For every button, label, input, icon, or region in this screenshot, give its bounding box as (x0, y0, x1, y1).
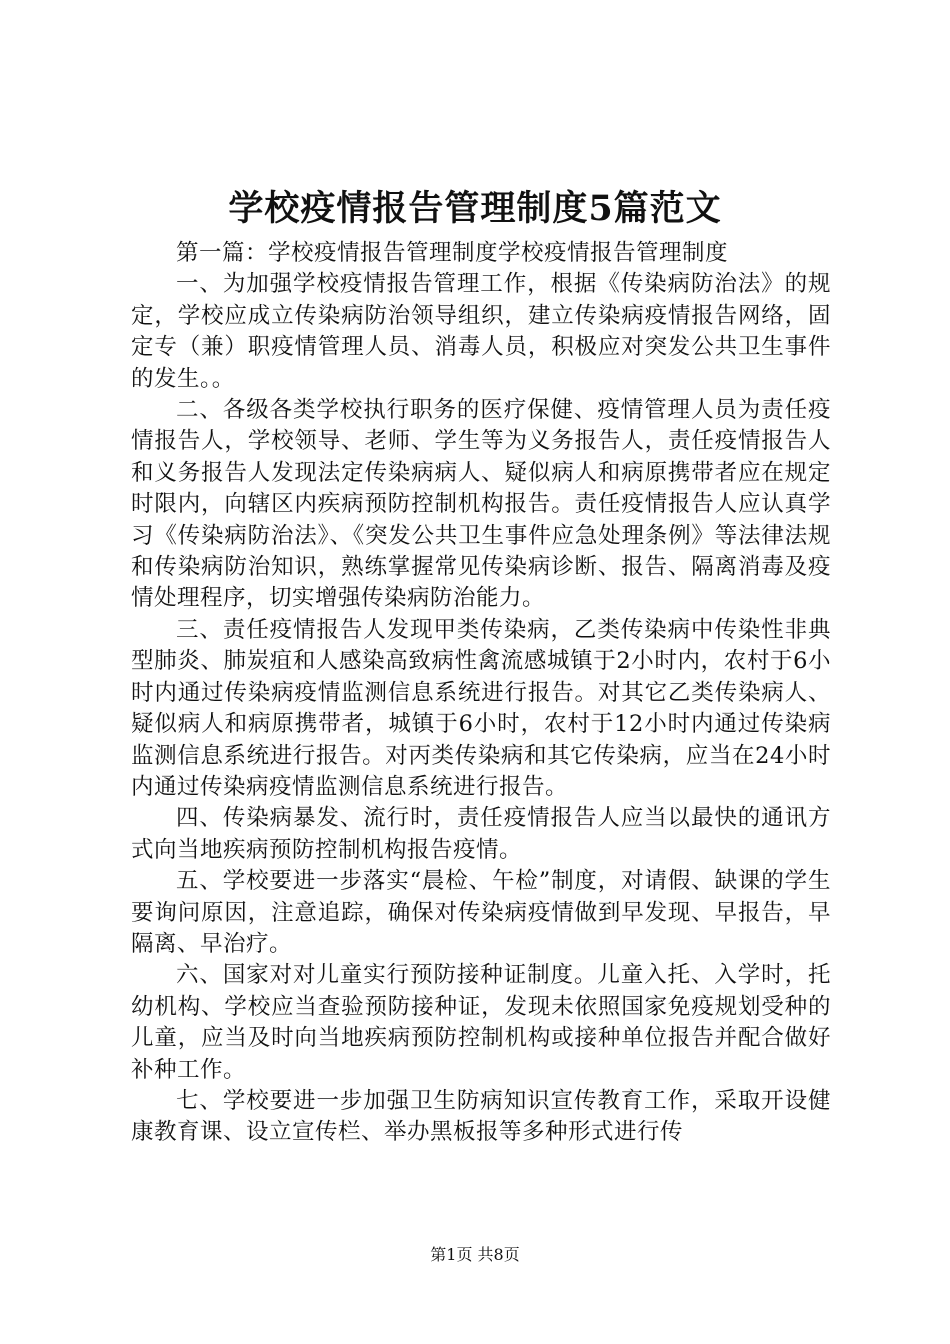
paragraph-6: 六、国家对对儿童实行预防接种证制度。儿童入托、入学时，托幼机构、学校应当查验预防接种证，发现未依照国家免疫规划受种的儿童，应当及时向当地疾病预防控制机构或接种单位报告并配合做好补种工作。 (131, 962, 831, 1083)
document-body (131, 238, 831, 1149)
paragraph-4: 四、传染病暴发、流行时，责任疫情报告人应当以最快的通讯方式向当地疾病预防控制机构报告疫情。 (131, 805, 831, 863)
paragraph-5: 五、学校要进一步落实“晨检、午检”制度，对请假、缺课的学生要询问原因，注意追踪，确保对传染病疫情做到早发现、早报告，早隔离、早治疗。 (131, 868, 831, 957)
paragraph-2: 二、各级各类学校执行职务的医疗保健、疫情管理人员为责任疫情报告人，学校领导、老师、学生等为义务报告人，责任疫情报告人和义务报告人发现法定传染病病人、疑似病人和病原携带者应在规定时限内，向辖区内疾病预防控制机构报告。责任疫情报告人应认真学习《传染病防治法》、《突发公共卫生事件应急处理条例》等法律法规和传染病防治知识，熟练掌握常见传染病诊断、报告、隔离消毒及疫情处理程序，切实增强传染病防治能力。 (131, 397, 831, 612)
paragraph-3: 三、责任疫情报告人发现甲类传染病，乙类传染病中传染性非典型肺炎、肺炭疽和人感染高致病性禽流感城镇于2小时内，农村于6小时内通过传染病疫情监测信息系统进行报告。对其它乙类传染病人、疑似病人和病原携带者，城镇于6小时，农村于12小时内通过传染病监测信息系统进行报告。对丙类传染病和其它传染病，应当在24小时内通过传染病疫情监测信息系统进行报告。 (131, 616, 831, 800)
page-number-footer: 第1页 共8页 (430, 1245, 520, 1264)
paragraph-7: 七、学校要进一步加强卫生防病知识宣传教育工作，采取开设健康教育课、设立宣传栏、举办黑板报等多种形式进行传 (131, 1087, 831, 1146)
section-heading: 第一篇：学校疫情报告管理制度学校疫情报告管理制度 (176, 240, 729, 266)
document-title: 学校疫情报告管理制度5篇范文 (228, 188, 722, 229)
paragraph-1: 一、为加强学校疫情报告管理工作，根据《传染病防治法》的规定，学校应成立传染病防治领导组织，建立传染病疫情报告网络，固定专（兼）职疫情管理人员、消毒人员，积极应对突发公共卫生事件的发生。。 (131, 271, 831, 392)
